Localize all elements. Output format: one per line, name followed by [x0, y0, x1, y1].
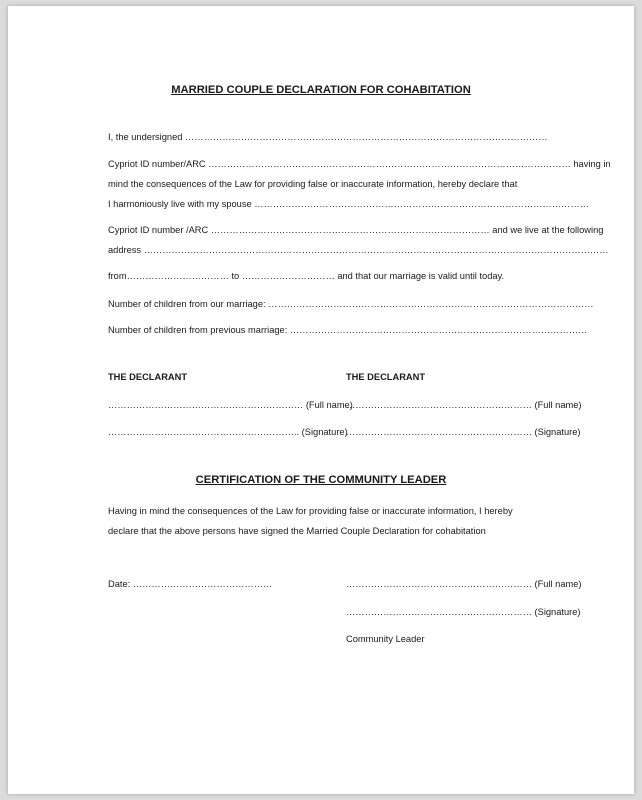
address-line: address ……………………………………………………………………………………………………………………………………: [108, 245, 609, 255]
declarant-heading-1: THE DECLARANT: [108, 372, 188, 382]
document-page: [8, 6, 634, 794]
declarant-2-full-name: …………………………………………………… (Full name): [346, 400, 582, 410]
undersigned-line: I, the undersigned ………………………………………………………………………………………………………: [108, 132, 548, 142]
declarant-heading-2: THE DECLARANT: [346, 372, 426, 382]
children-previous-line: Number of children from previous marriage: ……………………………………………………………………………………: [108, 325, 588, 335]
id-arc-line-2: Cypriot ID number /ARC ……………………………………………………………………………… and we live at the following: [108, 225, 604, 235]
from-to-line: from…………………………… to ………………………… and that our marriage is valid until today.: [108, 271, 505, 281]
consequences-line: mind the consequences of the Law for providing false or inaccurate information, hereby declare that: [108, 179, 518, 189]
community-leader-label: Community Leader: [346, 634, 425, 644]
certification-line-1: Having in mind the consequences of the Law for providing false or inaccurate information, I hereby: [108, 506, 513, 516]
certification-title: CERTIFICATION OF THE COMMUNITY LEADER: [195, 474, 447, 486]
spouse-line: I harmoniously live with my spouse ………………………………………………………………………………………………: [108, 199, 589, 209]
declarant-2-signature: …………………………………………………… (Signature): [346, 427, 581, 437]
certification-line-2: declare that the above persons have signed the Married Couple Declaration for cohabitation: [108, 526, 486, 536]
date-field: Date: ………………………………………: [108, 579, 273, 589]
id-arc-line-1: Cypriot ID number/ARC ……………………………………………………………………………………………………… having in: [108, 159, 611, 169]
children-marriage-line: Number of children from our marriage: ……………………………………………………………………………………………: [108, 299, 594, 309]
document-title: MARRIED COUPLE DECLARATION FOR COHABITATION: [171, 84, 471, 96]
leader-signature: …………………………………………………… (Signature): [346, 607, 581, 617]
declarant-1-full-name: ……………………………………………………… (Full name): [108, 400, 353, 410]
declarant-1-signature: …………………………………………………….. (Signature): [108, 427, 348, 437]
leader-full-name: …………………………………………………… (Full name): [346, 579, 582, 589]
